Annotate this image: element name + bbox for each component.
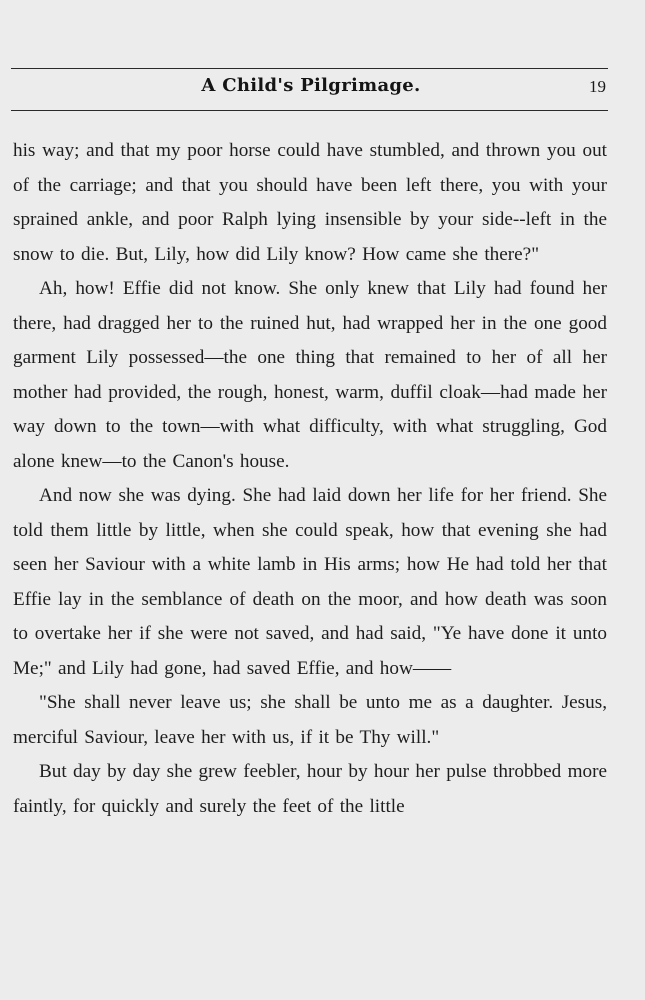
- paragraph: Ah, how! Effie did not know. She only knew that Lily had found her there, had dragged her to the ruined hut, had wrapped her in the one good garment Lily possessed—the one thing that remained to her of all her mother had provided, the rough, honest, warm, duffil cloak—had made her way down to the town—with what difficulty, with what struggling, God alone knew—to the Canon's house.: [13, 278, 607, 472]
- header-rule-top: [11, 68, 608, 69]
- paragraph-continued: his way; and that my poor horse could have stumbled, and thrown you out of the carriage; and that you should have been left there, you with your sprained ankle, and poor Ralph lying insensible by your side--left in the snow to die. But, Lily, how did Lily know? How came she there?": [13, 140, 607, 265]
- header-rule-bottom: [11, 110, 608, 111]
- paragraph: And now she was dying. She had laid down her life for her friend. She told them little by little, when she could speak, how that evening she had seen her Saviour with a white lamb in His arms; how He had told her that Effie lay in the semblance of death on the moor, and how death was soon to overtake her if she were not saved, and had said, "Ye have done it unto Me;" and Lily had gone, had saved Effie, and how——: [13, 485, 607, 679]
- paragraph: "She shall never leave us; she shall be unto me as a daughter. Jesus, merciful Saviour, leave her with us, if it be Thy will.": [13, 692, 607, 748]
- page-number: 19: [589, 77, 606, 96]
- body-text: [13, 134, 607, 824]
- paragraph: But day by day she grew feebler, hour by hour her pulse throbbed more faintly, for quickly and surely the feet of the little: [13, 761, 607, 817]
- running-title: A Child's Pilgrimage.: [201, 75, 421, 96]
